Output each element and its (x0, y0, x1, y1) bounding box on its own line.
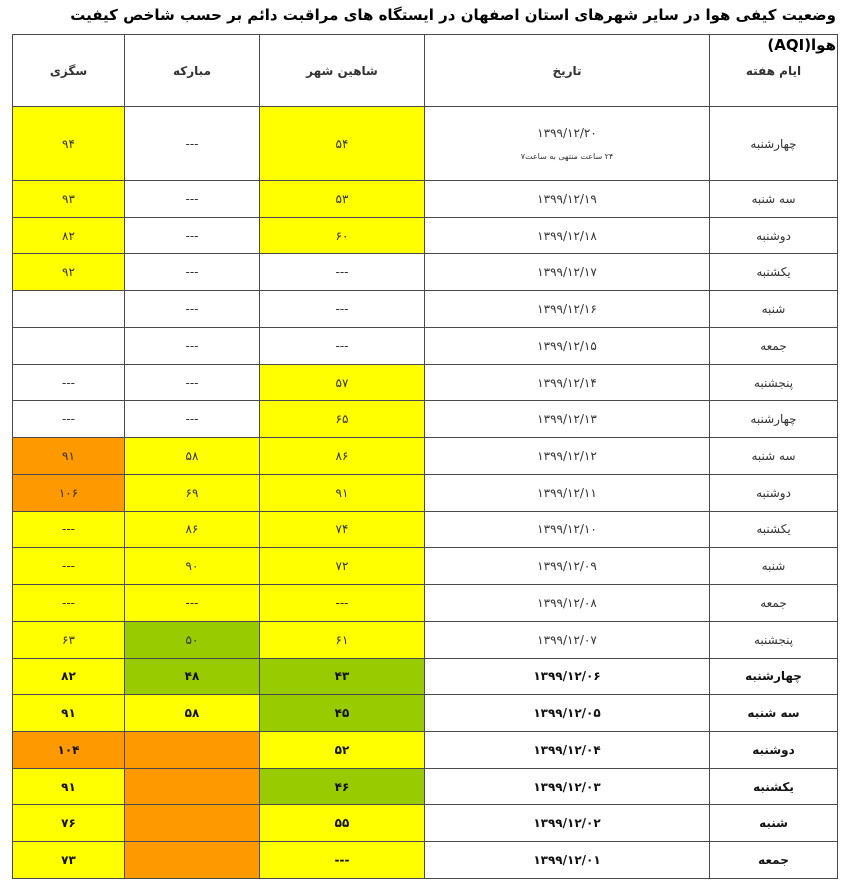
segzi-cell: ۹۱ (13, 768, 125, 805)
mobarakeh-cell: --- (125, 401, 260, 438)
segzi-cell: ۷۶ (13, 805, 125, 842)
shahin-cell: ۴۵ (260, 695, 425, 732)
table-row (13, 327, 838, 364)
shahin-cell: ۵۴ (260, 107, 425, 181)
page-title: وضعیت کیفی هوا در سایر شهرهای استان اصفهان در ایستگاه های مراقبت دائم بر حسب شاخص کیفیت هوا(AQI) (70, 6, 836, 54)
date-cell: ۱۳۹۹/۱۲/۱۱ (425, 474, 710, 511)
day-cell: دوشنبه (710, 474, 838, 511)
shahin-cell: ۹۱ (260, 474, 425, 511)
day-cell: یکشنبه (710, 254, 838, 291)
date-cell: ۱۳۹۹/۱۲/۱۷ (425, 254, 710, 291)
header-date: تاریخ (425, 35, 710, 107)
date-cell: ۱۳۹۹/۱۲/۰۱ (425, 842, 710, 879)
mobarakeh-cell: --- (125, 181, 260, 218)
header-row (13, 35, 838, 107)
day-cell: چهارشنبه (710, 401, 838, 438)
shahin-cell: --- (260, 291, 425, 328)
segzi-cell: ۹۲ (13, 254, 125, 291)
shahin-cell: ۷۲ (260, 548, 425, 585)
date-note: ۲۴ ساعت منتهی به ساعت۷ (520, 152, 614, 161)
segzi-cell: ۶۳ (13, 621, 125, 658)
table-row (13, 585, 838, 622)
table-row (13, 768, 838, 805)
shahin-cell: ۶۰ (260, 217, 425, 254)
table-row (13, 181, 838, 218)
day-cell: شنبه (710, 291, 838, 328)
date-cell: ۱۳۹۹/۱۲/۱۶ (425, 291, 710, 328)
day-cell: چهارشنبه (710, 107, 838, 181)
segzi-cell: ۷۳ (13, 842, 125, 879)
table-row (13, 254, 838, 291)
segzi-cell: ۹۳ (13, 181, 125, 218)
table-row (13, 658, 838, 695)
shahin-cell: ۸۶ (260, 438, 425, 475)
shahin-cell: ۶۵ (260, 401, 425, 438)
date-cell: ۱۳۹۹/۱۲/۰۳ (425, 768, 710, 805)
date-value: ۱۳۹۹/۱۲/۲۰ (537, 126, 597, 140)
date-cell: ۱۳۹۹/۱۲/۱۰ (425, 511, 710, 548)
day-cell: جمعه (710, 327, 838, 364)
table-row (13, 474, 838, 511)
date-cell: ۱۳۹۹/۱۲/۱۴ (425, 364, 710, 401)
segzi-cell: ۹۱ (13, 438, 125, 475)
table-row (13, 217, 838, 254)
day-cell: یکشنبه (710, 768, 838, 805)
shahin-cell: ۵۲ (260, 732, 425, 769)
date-cell: ۱۳۹۹/۱۲/۰۵ (425, 695, 710, 732)
segzi-cell: ۸۲ (13, 217, 125, 254)
day-cell: جمعه (710, 842, 838, 879)
header-mobarakeh: مبارکه (125, 35, 260, 107)
date-cell: ۱۳۹۹/۱۲/۱۵ (425, 327, 710, 364)
shahin-cell: --- (260, 842, 425, 879)
shahin-cell: --- (260, 254, 425, 291)
segzi-cell: ۸۲ (13, 658, 125, 695)
mobarakeh-cell: ۶۹ (125, 474, 260, 511)
table-row (13, 695, 838, 732)
header-segzi: سگزی (13, 35, 125, 107)
shahin-cell: ۵۳ (260, 181, 425, 218)
day-cell: شنبه (710, 548, 838, 585)
table-row (13, 291, 838, 328)
mobarakeh-cell: ۵۸ (125, 695, 260, 732)
shahin-cell: ۴۳ (260, 658, 425, 695)
date-cell: ۱۳۹۹/۱۲/۱۸ (425, 217, 710, 254)
day-cell: پنجشنبه (710, 621, 838, 658)
shahin-cell: ۷۴ (260, 511, 425, 548)
date-cell: ۱۳۹۹/۱۲/۰۴ (425, 732, 710, 769)
shahin-cell: ۵۵ (260, 805, 425, 842)
shahin-cell: --- (260, 585, 425, 622)
date-cell: ۱۳۹۹/۱۲/۰۶ (425, 658, 710, 695)
mobarakeh-cell: --- (125, 327, 260, 364)
mobarakeh-cell: ۴۸ (125, 658, 260, 695)
day-cell: چهارشنبه (710, 658, 838, 695)
segzi-cell: ۱۰۴ (13, 732, 125, 769)
day-cell: دوشنبه (710, 732, 838, 769)
date-cell: ۱۳۹۹/۱۲/۰۸ (425, 585, 710, 622)
segzi-cell: ۹۱ (13, 695, 125, 732)
table-row (13, 438, 838, 475)
table-row (13, 732, 838, 769)
date-cell: ۱۳۹۹/۱۲/۱۹ (425, 181, 710, 218)
day-cell: سه شنبه (710, 181, 838, 218)
shahin-cell: ۴۶ (260, 768, 425, 805)
day-cell: یکشنبه (710, 511, 838, 548)
table-row (13, 364, 838, 401)
day-cell: جمعه (710, 585, 838, 622)
shahin-cell: ۵۷ (260, 364, 425, 401)
shahin-cell: --- (260, 327, 425, 364)
table-row (13, 107, 838, 181)
segzi-cell (13, 291, 125, 328)
mobarakeh-cell: --- (125, 585, 260, 622)
aqi-table (12, 34, 838, 879)
table-row (13, 401, 838, 438)
date-cell: ۱۳۹۹/۱۲/۰۲ (425, 805, 710, 842)
segzi-cell: ۹۴ (13, 107, 125, 181)
day-cell: دوشنبه (710, 217, 838, 254)
mobarakeh-cell: ۸۶ (125, 511, 260, 548)
date-cell: ۱۳۹۹/۱۲/۰۹ (425, 548, 710, 585)
mobarakeh-cell (125, 842, 260, 879)
table-row (13, 805, 838, 842)
mobarakeh-cell (125, 768, 260, 805)
date-cell: ۱۳۹۹/۱۲/۰۷ (425, 621, 710, 658)
day-cell: سه شنبه (710, 438, 838, 475)
segzi-cell: --- (13, 548, 125, 585)
date-cell: ۱۳۹۹/۱۲/۱۲ (425, 438, 710, 475)
date-cell: ۱۳۹۹/۱۲/۱۳ (425, 401, 710, 438)
header-shahin-shahr: شاهین شهر (260, 35, 425, 107)
mobarakeh-cell: --- (125, 364, 260, 401)
mobarakeh-cell: --- (125, 291, 260, 328)
segzi-cell: ۱۰۶ (13, 474, 125, 511)
mobarakeh-cell: --- (125, 254, 260, 291)
shahin-cell: ۶۱ (260, 621, 425, 658)
segzi-cell: --- (13, 364, 125, 401)
day-cell: پنجشنبه (710, 364, 838, 401)
table-row (13, 548, 838, 585)
day-cell: شنبه (710, 805, 838, 842)
mobarakeh-cell (125, 732, 260, 769)
segzi-cell: --- (13, 401, 125, 438)
mobarakeh-cell: ۵۰ (125, 621, 260, 658)
header-day: ایام هفته (710, 35, 838, 107)
segzi-cell: --- (13, 585, 125, 622)
segzi-cell (13, 327, 125, 364)
mobarakeh-cell: ۹۰ (125, 548, 260, 585)
segzi-cell: --- (13, 511, 125, 548)
mobarakeh-cell: --- (125, 107, 260, 181)
mobarakeh-cell: --- (125, 217, 260, 254)
table-row (13, 842, 838, 879)
date-cell (425, 107, 710, 181)
table-row (13, 511, 838, 548)
day-cell: سه شنبه (710, 695, 838, 732)
table-row (13, 621, 838, 658)
mobarakeh-cell (125, 805, 260, 842)
mobarakeh-cell: ۵۸ (125, 438, 260, 475)
